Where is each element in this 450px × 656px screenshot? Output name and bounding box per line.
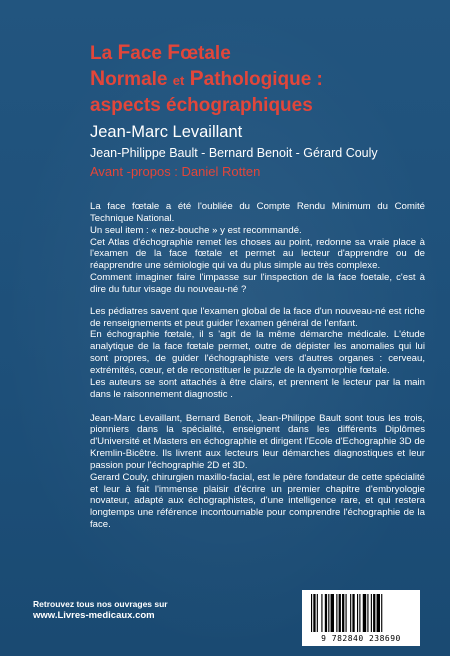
isbn-number: 9 782840 238690 bbox=[321, 634, 401, 643]
title-line-3: aspects échographiques bbox=[90, 95, 313, 116]
barcode-bar bbox=[328, 594, 329, 632]
barcode-bar bbox=[381, 594, 382, 632]
barcode-bar bbox=[336, 594, 337, 632]
isbn-barcode bbox=[302, 590, 420, 646]
barcode-bar bbox=[373, 594, 375, 632]
blurb-text bbox=[90, 201, 425, 531]
barcode-bar bbox=[346, 594, 347, 632]
paragraph: Comment imaginer faire l'impasse sur l'inspection de la face foetale, c'est à dire du futur visage du nouveau-né ? bbox=[90, 272, 425, 295]
barcode-bar bbox=[350, 594, 351, 632]
barcode-bar bbox=[311, 594, 312, 632]
barcode-bar bbox=[367, 594, 368, 632]
paragraph: Jean-Marc Levaillant, Bernard Benoit, Jean-Philippe Bault sont tous les trois, pionniers dans la spécialité, enseignent dans les différents Diplômes d'Université et Masters en échographie et dirigent l'Ecole d'Echographie 3D de Kremlin-Bicêtre. Ils livrent aux lecteurs leur démarches diagnostiques et leur passion pour l'échographie 2D et 3D. bbox=[90, 412, 425, 471]
preface-credit: Avant -propos : Daniel Rotten bbox=[90, 164, 261, 179]
paragraph: Cet Atlas d'échographie remet les choses au point, redonne sa vraie place à l'examen de la face fœtale et permet au lecteur d'apprendre ou de réapprendre une sémiologie qui va du plus simple au très complexe. bbox=[90, 236, 425, 272]
barcode-bar bbox=[363, 594, 366, 632]
paragraph: Les pédiatres savent que l'examen global de la face d'un nouveau-né est riche de renseignements et peut guider l'examen général de l'enfant. bbox=[90, 305, 425, 329]
co-authors: Jean-Philippe Bault - Bernard Benoit - Gérard Couly bbox=[90, 146, 378, 160]
barcode-bar bbox=[321, 594, 322, 632]
book-title bbox=[90, 40, 430, 118]
barcode-bar bbox=[352, 594, 354, 632]
publisher-footer bbox=[33, 598, 168, 622]
barcode-bar bbox=[325, 594, 327, 632]
publisher-url[interactable]: www.Livres-medicaux.com bbox=[33, 610, 155, 621]
barcode-bar bbox=[339, 594, 341, 632]
barcode-bar bbox=[317, 594, 318, 632]
barcode-bar bbox=[357, 594, 358, 632]
title-line-1: La Face Fœtale bbox=[90, 41, 231, 64]
paragraph: Gerard Couly, chirurgien maxillo-facial, est le père fondateur de cette spécialité et leur à fait l'immense plaisir d'écrire un premier chapitre d'embryologie novateur, adapté aux échographistes, d'une intelligence rare, et qui restera longtemps une référence incontournable pour comprendre l'échographie de la face. bbox=[90, 471, 425, 531]
cover-header bbox=[90, 40, 430, 181]
paragraph: La face fœtale a été l'oubliée du Compte Rendu Minimum du Comité Technique National. bbox=[90, 201, 425, 224]
barcode-icon bbox=[309, 594, 413, 634]
barcode-bar bbox=[313, 594, 315, 632]
paragraph-gap bbox=[90, 401, 425, 413]
title-line-2: Normale et Pathologique : bbox=[90, 67, 323, 90]
footer-line: Retrouvez tous nos ouvrages sur bbox=[33, 599, 168, 609]
paragraph-gap bbox=[90, 296, 425, 306]
barcode-bar bbox=[359, 594, 360, 632]
lead-author: Jean-Marc Levaillant bbox=[90, 123, 243, 141]
paragraph: Les auteurs se sont attachés à être clairs, et prennent le lecteur par la main dans le raisonnement diagnostic . bbox=[90, 376, 425, 400]
barcode-bar bbox=[377, 594, 380, 632]
barcode-bar bbox=[371, 594, 372, 632]
paragraph: En échographie fœtale, il s 'agit de la même démarche médicale. L'étude analytique de la face fœtale permet, outre de dépister les anomalies qui lui sont propres, de guider l'échographiste vers d'autres organes : cerveau, extrémités, cœur, et de reconstituer le puzzle de la dysmorphie fœtale. bbox=[90, 329, 425, 376]
barcode-bar bbox=[342, 594, 344, 632]
paragraph: Un seul item : « nez-bouche » y est recommandé. bbox=[90, 224, 302, 236]
barcode-bar bbox=[331, 594, 334, 632]
